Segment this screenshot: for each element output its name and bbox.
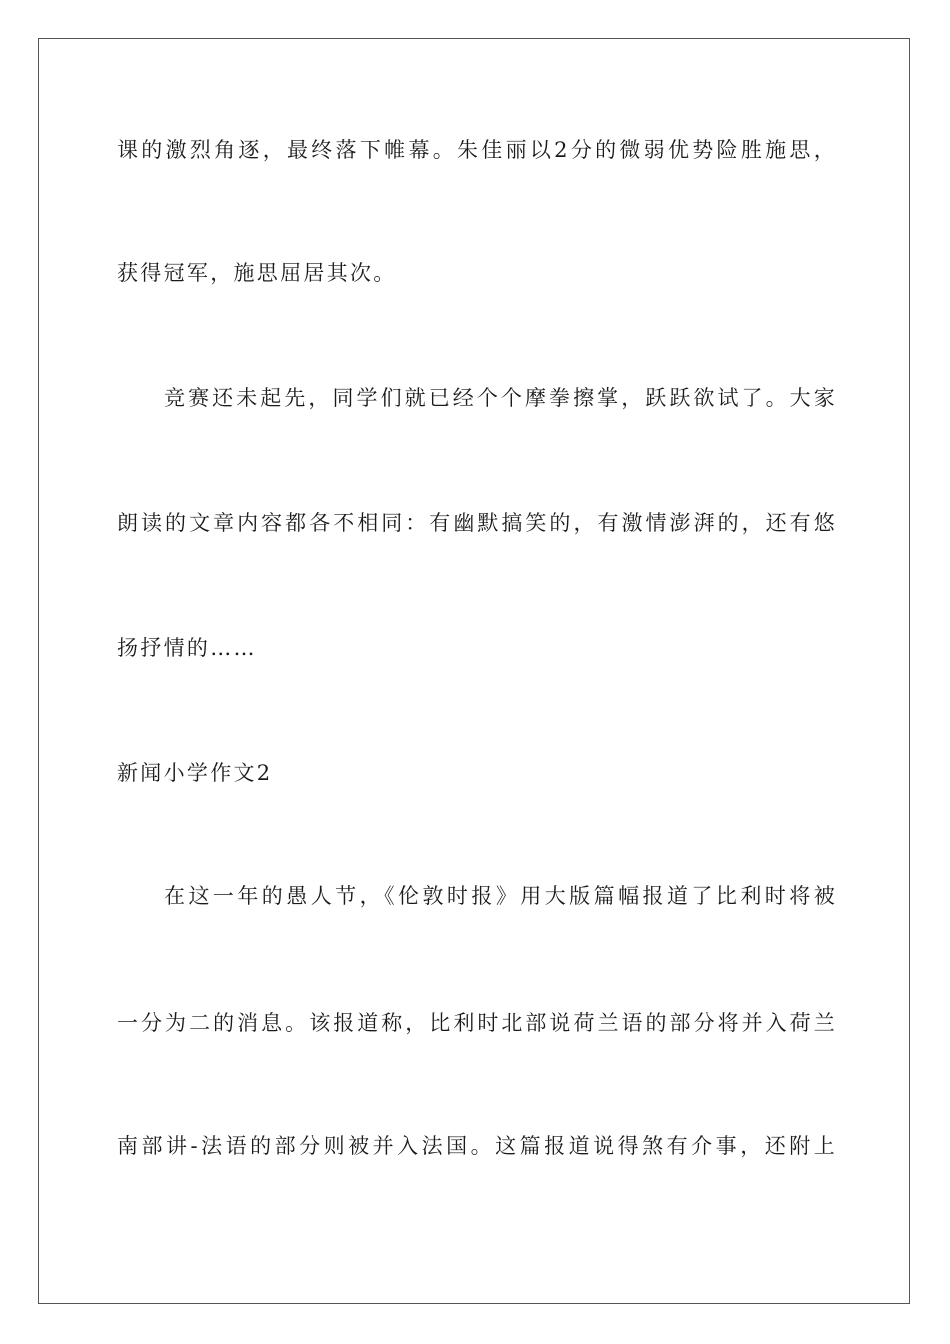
section-heading: 新闻小学作文2 [117, 761, 273, 785]
paragraph-first-line: 竞赛还未起先，同学们就已经个个摩拳擦掌，跃跃欲试了。大家 [164, 386, 837, 410]
body-text-line: 课的激烈角逐，最终落下帷幕。朱佳丽以2分的微弱优势险胜施思， [117, 138, 837, 162]
body-text-line: 一分为二的消息。该报道称，比利时北部说荷兰语的部分将并入荷兰 [117, 1011, 837, 1035]
body-text-line: 扬抒情的…… [117, 636, 257, 660]
body-text-line: 朗读的文章内容都各不相同：有幽默搞笑的，有激情澎湃的，还有悠 [117, 511, 837, 535]
page-border [38, 38, 910, 1304]
paragraph-first-line: 在这一年的愚人节，《伦敦时报》用大版篇幅报道了比利时将被 [164, 884, 837, 908]
body-text-line: 南部讲-法语的部分则被并入法国。这篇报道说得煞有介事，还附上 [117, 1134, 837, 1158]
body-text-line: 获得冠军，施思屈居其次。 [117, 261, 397, 285]
